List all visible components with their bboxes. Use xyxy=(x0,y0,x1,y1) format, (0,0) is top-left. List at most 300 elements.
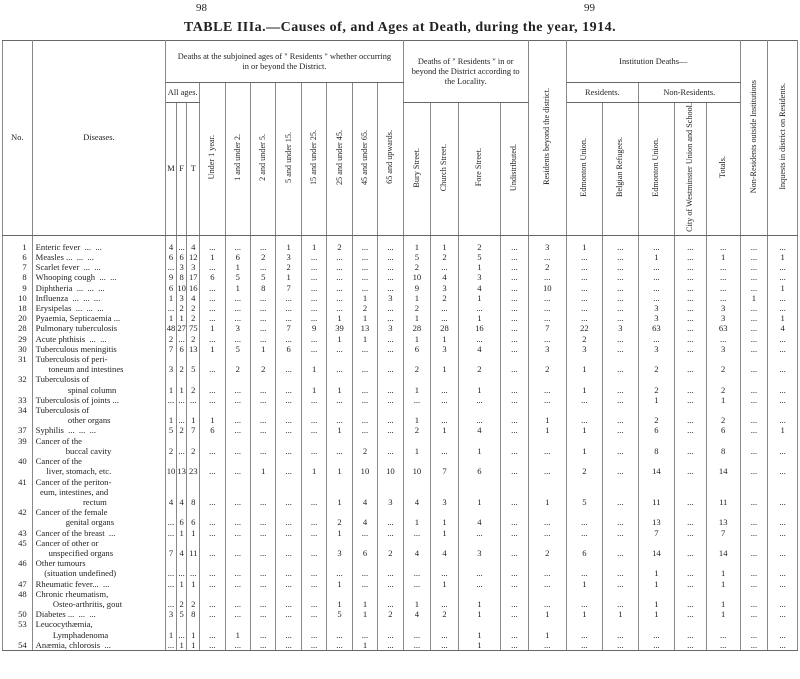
table-cell: 2 xyxy=(528,364,566,374)
table-cell: 11 xyxy=(187,548,200,558)
table-cell: 1 xyxy=(352,313,377,323)
table-cell: ... xyxy=(602,466,638,476)
table-cell: ... xyxy=(200,528,225,538)
table-cell: ... xyxy=(768,334,798,344)
table-cell: ... xyxy=(740,252,768,262)
table-cell: 2 xyxy=(566,334,602,344)
table-cell xyxy=(166,477,177,487)
table-cell: 3 xyxy=(431,344,459,354)
table-cell xyxy=(378,374,403,384)
disease-name: liver, stomach, etc. xyxy=(32,466,166,476)
table-cell: 1 xyxy=(403,334,431,344)
table-cell xyxy=(431,507,459,517)
table-cell: ... xyxy=(740,425,768,435)
table-cell: ... xyxy=(301,303,326,313)
table-row xyxy=(3,446,798,456)
table-cell xyxy=(327,354,352,364)
table-cell: ... xyxy=(378,235,403,252)
table-cell: 8 xyxy=(187,497,200,507)
table-cell: 7 xyxy=(166,548,177,558)
table-cell: ... xyxy=(768,599,798,609)
table-cell: ... xyxy=(602,262,638,272)
table-cell: 2 xyxy=(706,385,740,395)
row-number xyxy=(3,548,33,558)
table-cell: ... xyxy=(176,568,187,578)
table-cell xyxy=(251,589,276,599)
table-row xyxy=(3,344,798,354)
disease-name: Erysipelas ... ... ... xyxy=(32,303,166,313)
table-cell: ... xyxy=(528,528,566,538)
table-cell xyxy=(431,538,459,548)
table-row xyxy=(3,385,798,395)
row-number: 10 xyxy=(3,293,33,303)
table-cell: 1 xyxy=(301,364,326,374)
table-cell: ... xyxy=(768,446,798,456)
row-number xyxy=(3,517,33,527)
table-cell: 2 xyxy=(403,425,431,435)
table-cell xyxy=(378,507,403,517)
table-cell xyxy=(458,477,500,487)
table-cell: ... xyxy=(566,517,602,527)
table-cell: ... xyxy=(225,548,250,558)
table-cell xyxy=(327,558,352,568)
table-cell: 1 xyxy=(458,609,500,619)
table-cell: ... xyxy=(301,446,326,456)
table-cell xyxy=(251,405,276,415)
table-cell: 2 xyxy=(638,385,674,395)
table-row xyxy=(3,323,798,333)
table-cell: 1 xyxy=(200,344,225,354)
row-number: 31 xyxy=(3,354,33,364)
table-cell: ... xyxy=(768,609,798,619)
table-cell xyxy=(458,354,500,364)
table-cell: ... xyxy=(501,446,529,456)
table-cell: 1 xyxy=(431,235,459,252)
table-cell: ... xyxy=(566,415,602,425)
table-cell: ... xyxy=(431,313,459,323)
table-cell xyxy=(276,589,301,599)
table-cell: ... xyxy=(200,385,225,395)
table-row xyxy=(3,252,798,262)
table-cell xyxy=(458,436,500,446)
table-cell: ... xyxy=(327,303,352,313)
table-cell: ... xyxy=(602,303,638,313)
table-cell: ... xyxy=(674,272,706,282)
header-age-6: 45 and under 65. xyxy=(352,83,377,236)
table-cell: ... xyxy=(528,303,566,313)
table-cell xyxy=(352,456,377,466)
table-cell xyxy=(327,374,352,384)
table-cell: 3 xyxy=(431,497,459,507)
table-cell xyxy=(638,487,674,497)
table-cell: ... xyxy=(674,303,706,313)
table-cell xyxy=(458,405,500,415)
table-cell: ... xyxy=(200,303,225,313)
table-cell: 8 xyxy=(638,446,674,456)
table-cell: ... xyxy=(276,415,301,425)
table-cell: ... xyxy=(740,640,768,651)
table-cell: ... xyxy=(602,364,638,374)
table-cell: 22 xyxy=(566,323,602,333)
table-cell: 3 xyxy=(176,262,187,272)
table-cell: ... xyxy=(740,517,768,527)
table-cell: ... xyxy=(706,235,740,252)
table-cell: 3 xyxy=(378,497,403,507)
table-cell: 1 xyxy=(327,599,352,609)
table-row xyxy=(3,640,798,651)
table-cell xyxy=(200,507,225,517)
table-cell: ... xyxy=(276,599,301,609)
table-cell: ... xyxy=(740,609,768,619)
table-cell xyxy=(378,487,403,497)
table-cell: 1 xyxy=(403,415,431,425)
table-cell: ... xyxy=(327,446,352,456)
header-m: M xyxy=(166,103,177,236)
table-cell: 4 xyxy=(176,497,187,507)
table-cell: 1 xyxy=(706,579,740,589)
table-cell: 7 xyxy=(187,425,200,435)
table-cell xyxy=(352,487,377,497)
table-cell: 4 xyxy=(166,497,177,507)
table-cell xyxy=(176,405,187,415)
table-cell: ... xyxy=(378,599,403,609)
disease-name: Cancer of the xyxy=(32,456,166,466)
table-cell xyxy=(327,477,352,487)
table-cell: 1 xyxy=(403,446,431,456)
table-cell xyxy=(176,507,187,517)
table-cell: ... xyxy=(602,517,638,527)
row-number xyxy=(3,599,33,609)
table-cell: 1 xyxy=(458,293,500,303)
table-cell xyxy=(740,619,768,629)
table-cell: ... xyxy=(674,599,706,609)
table-cell: 3 xyxy=(225,323,250,333)
table-cell xyxy=(674,507,706,517)
table-cell: ... xyxy=(458,528,500,538)
table-cell: ... xyxy=(602,293,638,303)
table-cell xyxy=(403,487,431,497)
table-cell xyxy=(431,456,459,466)
disease-name: Cancer of the periton- xyxy=(32,477,166,487)
disease-name: Cancer of the xyxy=(32,436,166,446)
table-cell: ... xyxy=(378,334,403,344)
table-cell: 1 xyxy=(403,599,431,609)
table-cell: ... xyxy=(403,640,431,651)
table-cell: ... xyxy=(251,293,276,303)
table-cell: ... xyxy=(352,425,377,435)
header-t: T xyxy=(187,103,200,236)
table-cell: ... xyxy=(740,446,768,456)
table-row xyxy=(3,599,798,609)
table-cell xyxy=(501,558,529,568)
table-cell xyxy=(566,456,602,466)
table-cell: ... xyxy=(566,303,602,313)
table-row xyxy=(3,507,798,517)
table-cell: ... xyxy=(566,640,602,651)
table-cell: ... xyxy=(378,303,403,313)
table-cell xyxy=(638,507,674,517)
table-cell: ... xyxy=(327,640,352,651)
table-cell: 1 xyxy=(166,630,177,640)
table-cell: 1 xyxy=(352,640,377,651)
table-cell: ... xyxy=(251,568,276,578)
header-nonres-1: City of Westminster Union and School. xyxy=(674,103,706,236)
table-cell: 1 xyxy=(327,313,352,323)
table-cell: 2 xyxy=(458,235,500,252)
table-cell: ... xyxy=(740,364,768,374)
table-cell: ... xyxy=(200,599,225,609)
table-cell: 1 xyxy=(225,630,250,640)
table-cell: ... xyxy=(276,528,301,538)
table-cell: ... xyxy=(501,466,529,476)
table-cell xyxy=(768,405,798,415)
table-cell: 1 xyxy=(431,528,459,538)
table-cell: 3 xyxy=(528,344,566,354)
disease-name: Pulmonary tuberculosis xyxy=(32,323,166,333)
table-cell: 4 xyxy=(431,548,459,558)
table-cell: ... xyxy=(225,425,250,435)
row-number xyxy=(3,568,33,578)
table-cell xyxy=(225,405,250,415)
table-cell: 13 xyxy=(706,517,740,527)
table-cell: 1 xyxy=(706,252,740,262)
disease-name: Cancer of other or xyxy=(32,538,166,548)
table-cell: 1 xyxy=(352,599,377,609)
table-cell: ... xyxy=(431,599,459,609)
table-cell: 2 xyxy=(276,262,301,272)
table-cell: ... xyxy=(528,272,566,282)
table-cell xyxy=(301,477,326,487)
table-cell: 1 xyxy=(566,609,602,619)
table-cell: 3 xyxy=(276,252,301,262)
table-cell: ... xyxy=(301,579,326,589)
table-cell xyxy=(187,558,200,568)
table-cell xyxy=(458,456,500,466)
table-cell: ... xyxy=(378,262,403,272)
table-cell: 10 xyxy=(403,466,431,476)
table-cell: ... xyxy=(225,640,250,651)
table-cell: ... xyxy=(251,609,276,619)
row-number xyxy=(3,497,33,507)
table-cell xyxy=(276,558,301,568)
disease-name: Influenza ... ... ... xyxy=(32,293,166,303)
table-cell: ... xyxy=(768,303,798,313)
row-number: 37 xyxy=(3,425,33,435)
table-cell: ... xyxy=(501,252,529,262)
table-cell xyxy=(602,436,638,446)
table-cell: ... xyxy=(740,415,768,425)
table-cell xyxy=(740,558,768,568)
header-loc-0: Bury Street. xyxy=(403,103,431,236)
table-cell: 4 xyxy=(403,609,431,619)
table-cell: ... xyxy=(378,395,403,405)
table-cell: ... xyxy=(458,395,500,405)
table-cell: 13 xyxy=(177,466,186,477)
table-cell: ... xyxy=(301,293,326,303)
row-number: 18 xyxy=(3,303,33,313)
row-number: 46 xyxy=(3,558,33,568)
table-cell: ... xyxy=(176,630,187,640)
table-cell: ... xyxy=(276,497,301,507)
table-cell: ... xyxy=(301,415,326,425)
table-cell: 7 xyxy=(706,528,740,538)
table-cell: 1 xyxy=(166,293,177,303)
table-cell xyxy=(352,374,377,384)
table-cell: ... xyxy=(378,385,403,395)
table-cell: 2 xyxy=(225,364,250,374)
table-cell: 1 xyxy=(431,364,459,374)
table-cell xyxy=(378,405,403,415)
table-cell xyxy=(740,456,768,466)
table-cell: ... xyxy=(528,517,566,527)
row-number: 41 xyxy=(3,477,33,487)
table-cell: ... xyxy=(301,283,326,293)
table-cell: ... xyxy=(501,313,529,323)
table-cell: 2 xyxy=(327,517,352,527)
table-cell xyxy=(301,354,326,364)
table-cell: ... xyxy=(276,303,301,313)
table-cell: ... xyxy=(768,293,798,303)
table-cell: ... xyxy=(301,517,326,527)
table-cell xyxy=(378,589,403,599)
table-cell: ... xyxy=(674,630,706,640)
table-cell: 1 xyxy=(166,385,177,395)
table-cell: 2 xyxy=(187,599,200,609)
table-cell: 75 xyxy=(187,323,200,333)
table-cell: ... xyxy=(251,235,276,252)
row-number xyxy=(3,364,33,374)
disease-name: Scarlet fever ... ... xyxy=(32,262,166,272)
table-cell: ... xyxy=(528,579,566,589)
header-deaths-ages: Deaths at the subjoined ages of " Residents " whether occurring in or beyond the District. xyxy=(166,41,403,83)
table-cell xyxy=(768,538,798,548)
table-cell: 1 xyxy=(327,425,352,435)
table-cell xyxy=(602,558,638,568)
table-cell: 1 xyxy=(251,466,276,476)
table-cell xyxy=(301,589,326,599)
table-cell xyxy=(187,405,200,415)
header-diseases: Diseases. xyxy=(32,41,166,236)
table-row xyxy=(3,456,798,466)
table-cell: ... xyxy=(225,334,250,344)
table-cell: ... xyxy=(200,293,225,303)
table-cell: ... xyxy=(187,395,200,405)
table-cell: ... xyxy=(327,568,352,578)
table-cell xyxy=(431,589,459,599)
table-cell: ... xyxy=(501,415,529,425)
disease-name: Enteric fever ... ... xyxy=(32,235,166,252)
table-cell: ... xyxy=(566,313,602,323)
disease-name: Rheumatic fever... ... xyxy=(32,579,166,589)
table-cell: ... xyxy=(225,293,250,303)
table-cell xyxy=(378,477,403,487)
table-cell: 6 xyxy=(176,517,187,527)
table-row xyxy=(3,262,798,272)
table-cell: ... xyxy=(458,568,500,578)
table-cell: ... xyxy=(501,385,529,395)
table-cell xyxy=(706,619,740,629)
row-number xyxy=(3,487,33,497)
table-cell: ... xyxy=(674,446,706,456)
header-institution: Institution Deaths— xyxy=(566,41,740,83)
table-cell: ... xyxy=(378,640,403,651)
table-cell xyxy=(251,538,276,548)
table-cell: ... xyxy=(528,640,566,651)
table-cell: 1 xyxy=(176,313,187,323)
table-cell xyxy=(706,436,740,446)
table-cell xyxy=(176,374,187,384)
table-cell xyxy=(528,436,566,446)
table-cell: ... xyxy=(674,425,706,435)
table-cell xyxy=(740,477,768,487)
table-cell: ... xyxy=(276,395,301,405)
disease-name: Osteo-arthritis, gout xyxy=(32,599,166,609)
table-cell xyxy=(352,589,377,599)
table-cell: ... xyxy=(200,395,225,405)
table-cell: ... xyxy=(602,579,638,589)
table-cell: 1 xyxy=(706,599,740,609)
table-cell: ... xyxy=(301,425,326,435)
table-cell: 9 xyxy=(301,323,326,333)
table-cell xyxy=(638,477,674,487)
table-cell: 2 xyxy=(251,364,276,374)
causes-of-death-table xyxy=(2,40,798,651)
table-cell xyxy=(528,477,566,487)
table-cell xyxy=(602,487,638,497)
table-cell xyxy=(403,354,431,364)
header-loc-1: Church Street. xyxy=(431,103,459,236)
table-cell: ... xyxy=(768,262,798,272)
table-cell: ... xyxy=(501,344,529,354)
table-cell xyxy=(327,405,352,415)
table-cell: ... xyxy=(251,446,276,456)
table-cell: 1 xyxy=(187,579,200,589)
table-cell: ... xyxy=(403,395,431,405)
table-cell: ... xyxy=(740,303,768,313)
table-cell: ... xyxy=(458,303,500,313)
table-cell xyxy=(225,436,250,446)
table-cell: ... xyxy=(768,235,798,252)
table-cell: ... xyxy=(602,599,638,609)
table-cell: ... xyxy=(768,528,798,538)
table-cell: 1 xyxy=(187,630,200,640)
table-cell: ... xyxy=(200,364,225,374)
disease-name: Measles ... ... ... xyxy=(32,252,166,262)
table-cell: ... xyxy=(602,235,638,252)
table-cell: ... xyxy=(768,517,798,527)
table-cell: ... xyxy=(176,334,187,344)
table-cell: 2 xyxy=(431,609,459,619)
table-cell: ... xyxy=(602,313,638,323)
table-cell xyxy=(176,487,187,497)
table-cell: ... xyxy=(251,548,276,558)
table-cell: ... xyxy=(251,497,276,507)
table-cell xyxy=(276,354,301,364)
table-cell: ... xyxy=(200,497,225,507)
table-cell: 13 xyxy=(187,344,200,354)
table-cell: 3 xyxy=(602,323,638,333)
table-cell: ... xyxy=(327,415,352,425)
table-cell: ... xyxy=(200,517,225,527)
row-number: 32 xyxy=(3,374,33,384)
table-cell: ... xyxy=(225,303,250,313)
table-cell xyxy=(768,477,798,487)
table-cell: 1 xyxy=(566,364,602,374)
table-cell xyxy=(327,619,352,629)
table-cell xyxy=(187,456,200,466)
table-cell: ... xyxy=(501,395,529,405)
table-cell xyxy=(638,354,674,364)
